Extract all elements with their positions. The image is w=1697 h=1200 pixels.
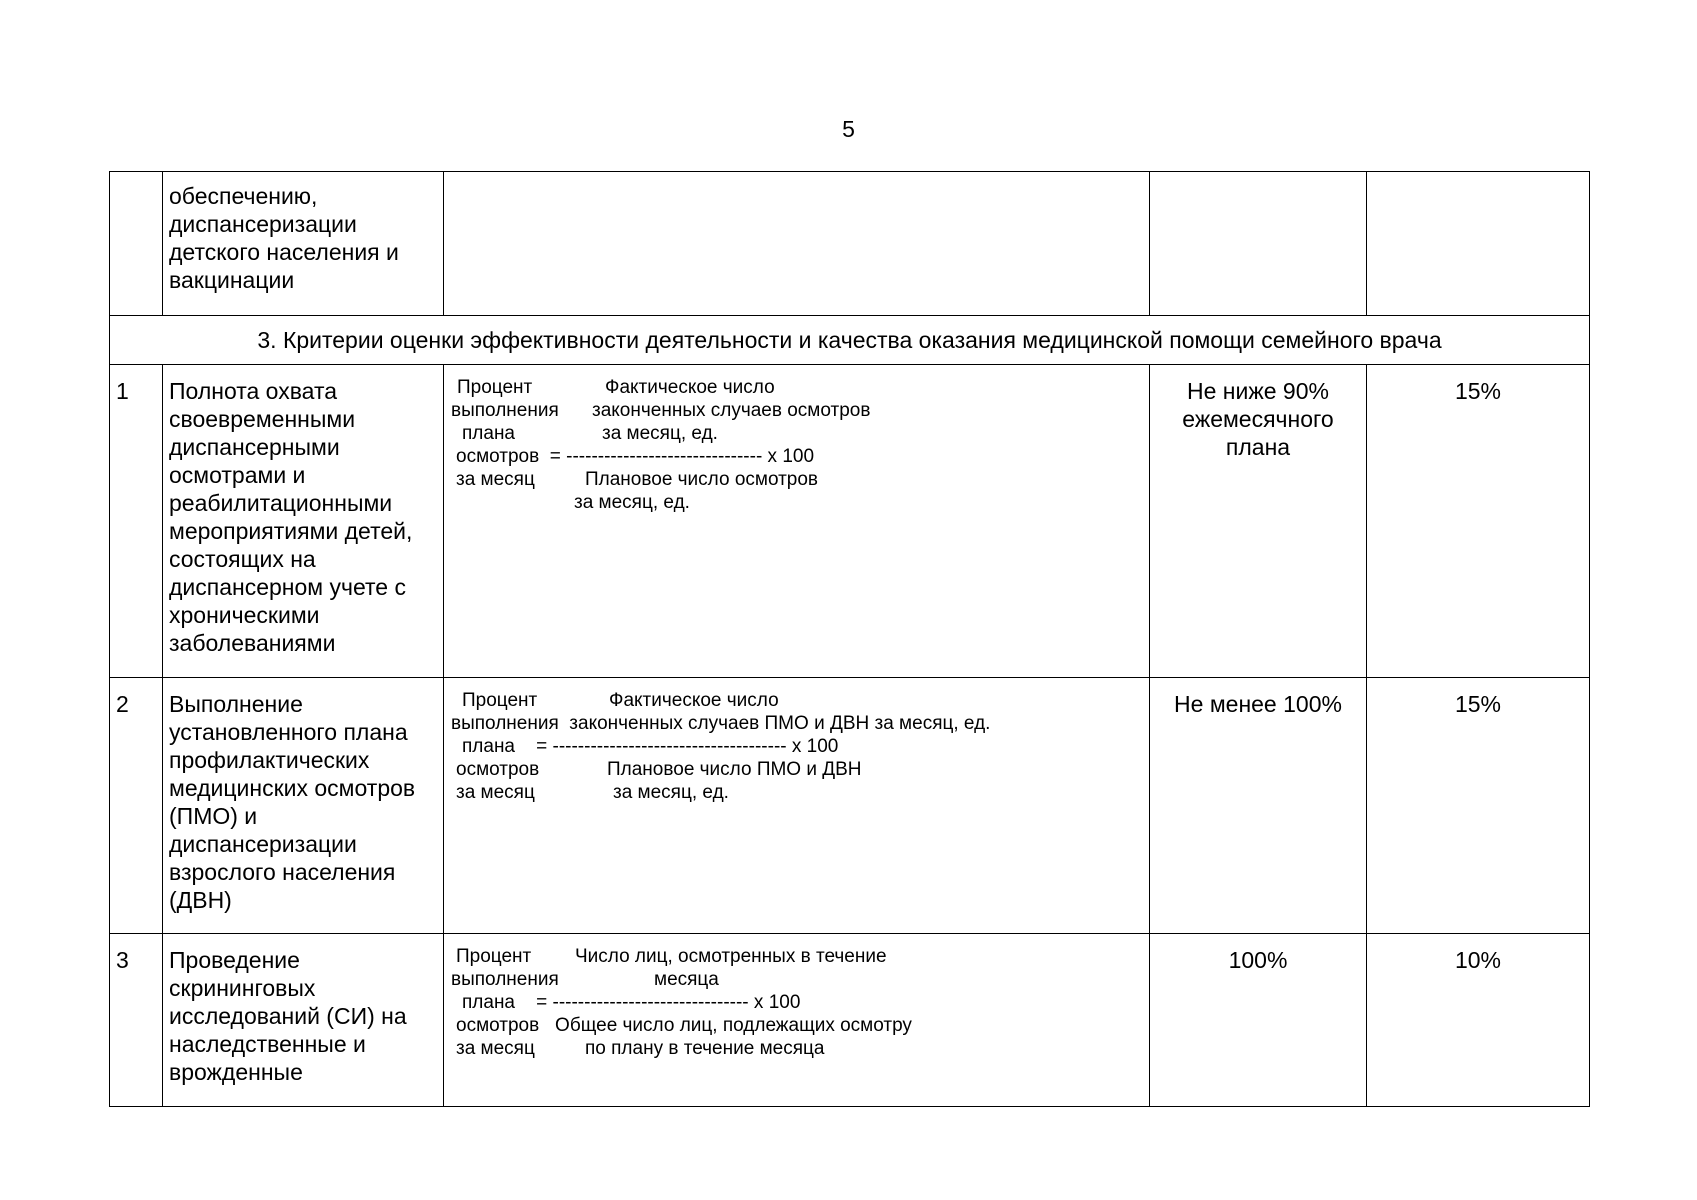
formula-line: за месяц, ед. — [613, 782, 729, 803]
formula-line: за месяц — [456, 782, 535, 803]
formula-line: за месяц, ед. — [602, 423, 718, 444]
formula-line: за месяц — [456, 469, 535, 490]
formula-line: по плану в течение месяца — [585, 1038, 825, 1059]
formula-line: месяца — [654, 969, 719, 990]
page-number: 5 — [842, 116, 855, 142]
formula-cell — [444, 934, 1150, 1107]
formula-line: осмотров — [456, 759, 540, 780]
target-value: 100% — [1150, 934, 1367, 1107]
formula-line: осмотров = ------------------------------- x 100 — [456, 446, 815, 467]
target-value: Не ниже 90% ежемесячного плана — [1150, 365, 1367, 678]
formula-line: за месяц, ед. — [574, 492, 690, 513]
criterion-name-cell — [163, 172, 444, 316]
weight-value: 15% — [1367, 365, 1590, 678]
criterion-name: обеспечению, диспансеризации детского населения и вакцинации — [169, 183, 399, 293]
target-cell — [1150, 172, 1367, 316]
formula-line: плана = ------------------------------------- x 100 — [462, 736, 839, 757]
formula-line: Число лиц, осмотренных в течение — [575, 946, 887, 967]
formula-cell — [444, 172, 1150, 316]
table-row — [110, 678, 1590, 934]
section-header-row — [110, 316, 1590, 365]
formula-line: Процент — [457, 377, 533, 398]
formula-line: Плановое число ПМО и ДВН — [607, 759, 862, 780]
formula-cell — [444, 678, 1150, 934]
formula-line: Процент — [462, 690, 538, 711]
formula-line: плана = ------------------------------- x 100 — [462, 992, 801, 1013]
formula-line: Фактическое число — [605, 377, 775, 398]
weight-value: 15% — [1367, 678, 1590, 934]
row-number: 1 — [110, 365, 163, 678]
table-row — [110, 172, 1590, 316]
formula-line: плана — [462, 423, 516, 444]
table-row — [110, 365, 1590, 678]
row-number-cell — [110, 172, 163, 316]
formula-line: осмотров Общее число лиц, подлежащих осмотру — [456, 1015, 912, 1036]
formula-line: Процент — [456, 946, 532, 967]
formula-line: выполнения — [451, 969, 559, 990]
formula-line: Плановое число осмотров — [585, 469, 819, 490]
formula-line: за месяц — [456, 1038, 535, 1059]
weight-cell — [1367, 172, 1590, 316]
formula-line: выполнения законченных случаев ПМО и ДВН за месяц, ед. — [451, 713, 991, 734]
formula-cell — [444, 365, 1150, 678]
criteria-table — [109, 171, 1590, 1107]
criterion-name: Проведение скрининговых исследований (СИ) на наследственные и врожденные — [163, 934, 444, 1107]
formula-line: выполнения — [451, 400, 559, 421]
criterion-name: Выполнение установленного плана профилактических медицинских осмотров (ПМО) и диспансеризации взрослого населения (ДВН) — [163, 678, 444, 934]
target-value: Не менее 100% — [1150, 678, 1367, 934]
table-row — [110, 934, 1590, 1107]
criterion-name: Полнота охвата своевременными диспансерными осмотрами и реабилитационными мероприятиями детей, состоящих на диспансерном учете с хроническими заболеваниями — [163, 365, 444, 678]
formula-line: Фактическое число — [609, 690, 779, 711]
row-number: 2 — [110, 678, 163, 934]
weight-value: 10% — [1367, 934, 1590, 1107]
row-number: 3 — [110, 934, 163, 1107]
formula-line: законченных случаев осмотров — [592, 400, 871, 421]
section-title: 3. Критерии оценки эффективности деятельности и качества оказания медицинской помощи семейного врача — [110, 316, 1590, 365]
